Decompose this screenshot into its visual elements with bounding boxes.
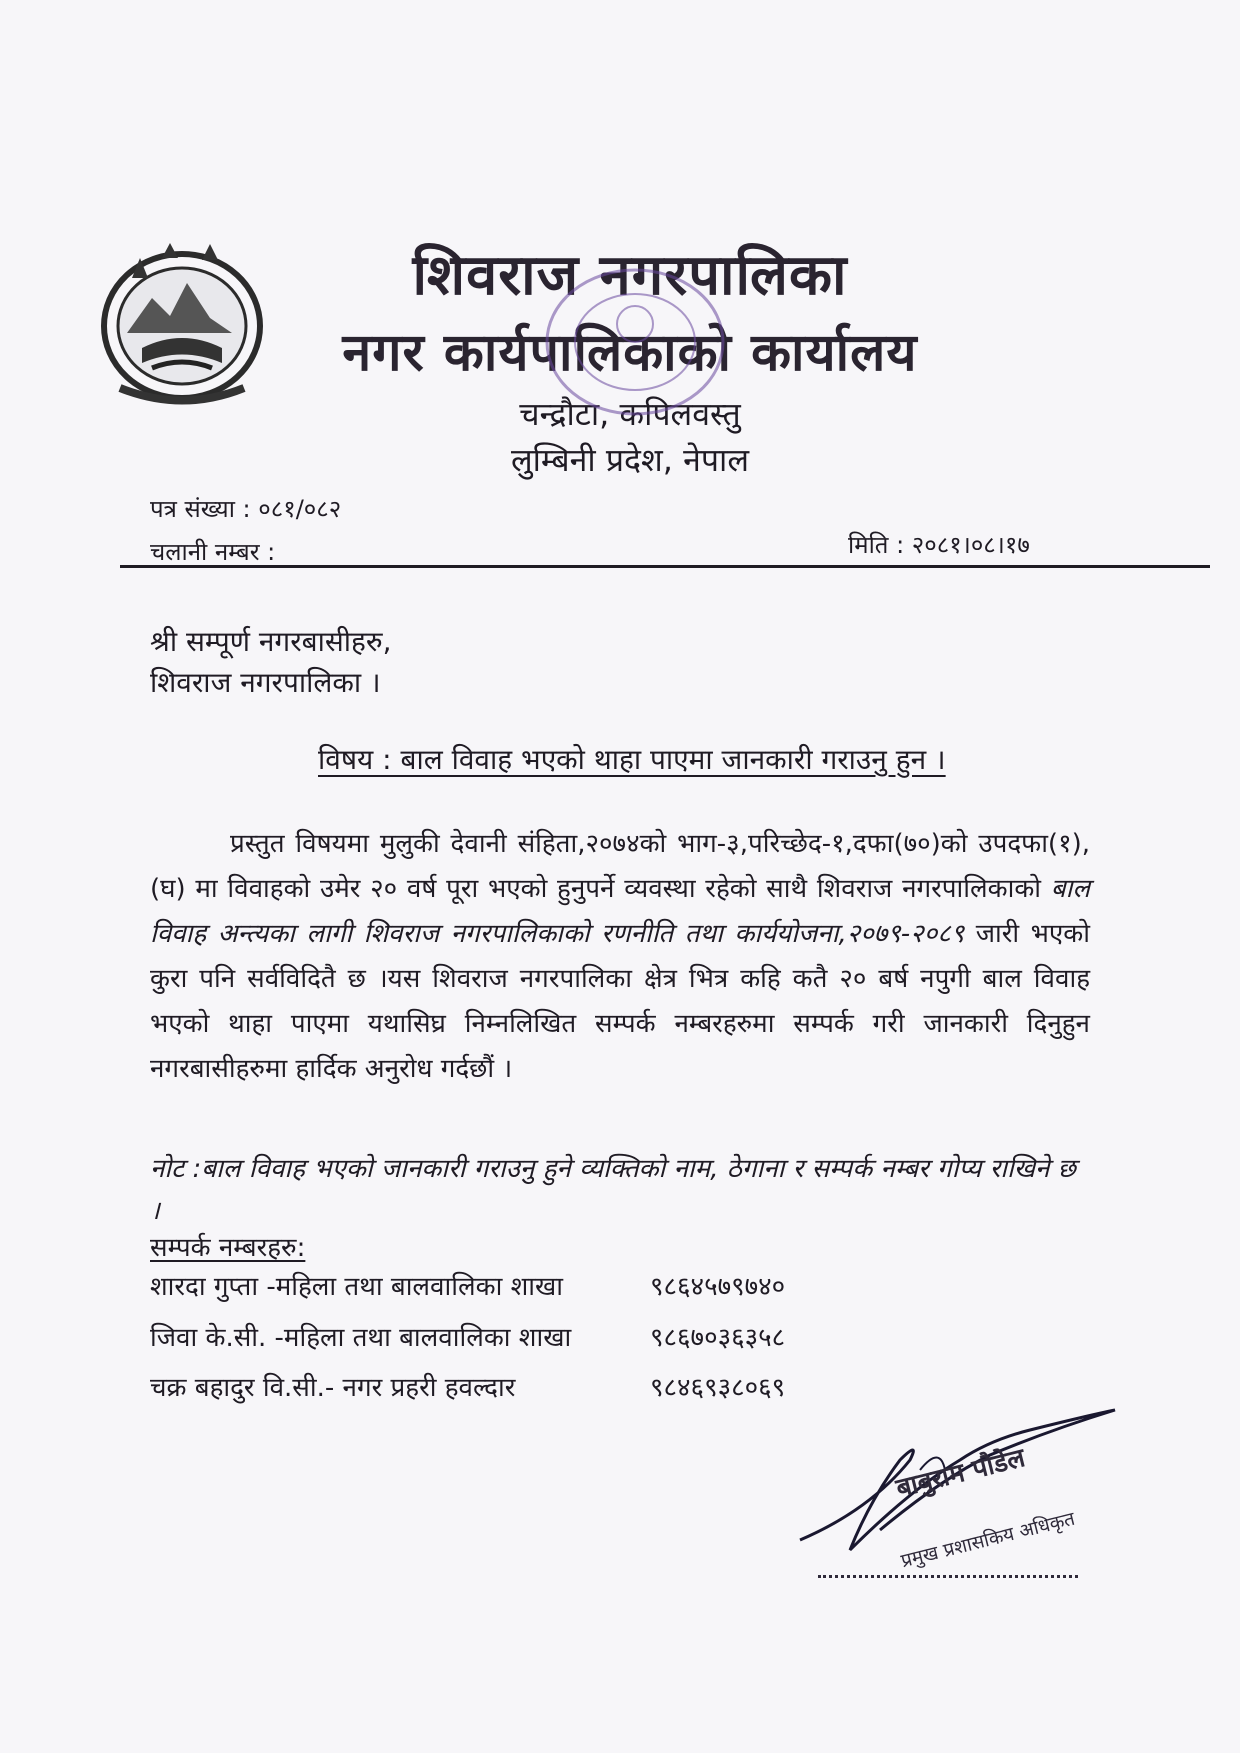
contact-item <box>150 1318 786 1354</box>
contact-item <box>150 1267 786 1303</box>
signatory-name: बाबुराम पौडेल <box>893 1443 1029 1504</box>
body-paragraph <box>150 822 1090 1092</box>
office-name: नगर कार्यपालिकाको कार्यालय <box>342 323 918 383</box>
contact-number: ९८६४५७९७४० <box>650 1272 786 1302</box>
contact-label: जिवा के.सी. -महिला तथा बालवालिका शाखा <box>150 1323 572 1353</box>
office-province: लुम्बिनी प्रदेश, नेपाल <box>510 441 750 479</box>
dispatch-number: चलानी नम्बर : <box>150 538 276 566</box>
body-text-1: प्रस्तुत विषयमा मुलुकी देवानी संहिता,२०७४को भाग-३,परिच्छेद-१,दफा(७०)को उपदफा(१),(घ) मा विवाहको उमेर २० वर्ष पूरा भएको हुनुपर्ने व्यवस्था रहेको साथै शिवराज नगरपालिकाको <box>150 829 1090 904</box>
contact-number: ९८४६९३८०६९ <box>650 1373 786 1403</box>
recipient-line-1: श्री सम्पूर्ण नगरबासीहरु, <box>150 625 392 658</box>
municipality-name: शिवराज नगरपालिका <box>412 243 848 308</box>
office-location: चन्द्रौटा, कपिलवस्तु <box>519 395 741 433</box>
body-text-italic: बाल विवाह अन्त्यका लागी शिवराज नगरपालिकाको रणनीति तथा कार्ययोजना,२०७९-२०८९ <box>150 874 1090 949</box>
contact-number: ९८६७०३६३५८ <box>650 1323 786 1353</box>
signature-line <box>818 1575 1078 1578</box>
contact-label: चक्र बहादुर वि.सी.- नगर प्रहरी हवल्दार <box>150 1373 516 1403</box>
contacts-heading: सम्पर्क नम्बरहरु: <box>150 1233 306 1263</box>
confidentiality-note: नोट :बाल विवाह भएको जानकारी गराउनु हुने व्यक्तिको नाम, ठेगाना र सम्पर्क नम्बर गोप्य राखिने छ । <box>150 1154 1076 1226</box>
body-text-2: जारी भएको कुरा पनि सर्वविदितै छ ।यस शिवराज नगरपालिका क्षेत्र भित्र कहि कतै २० बर्ष नपुगी बाल विवाह भएको थाहा पाएमा यथासिघ्र निम्नलिखित सम्पर्क नम्बरहरुमा सम्पर्क गरी जानकारी दिनुहुन नगरबासीहरुमा हार्दिक अनुरोध गर्दछौं । <box>150 919 1090 1084</box>
contact-item <box>150 1368 786 1404</box>
letter-date: मिति : २०८१।०८।१७ <box>848 531 1030 559</box>
signatory-title: प्रमुख प्रशासकिय अधिकृत <box>898 1507 1078 1573</box>
handwritten-signature <box>790 1400 1120 1600</box>
subject-line: विषय : बाल विवाह भएको थाहा पाएमा जानकारी गराउनु हुन । <box>318 743 946 776</box>
municipal-office-stamp <box>540 262 730 422</box>
header-divider <box>120 565 1210 568</box>
nepal-emblem-icon <box>92 238 272 408</box>
recipient-line-2: शिवराज नगरपालिका । <box>150 666 381 699</box>
contact-label: शारदा गुप्ता -महिला तथा बालवालिका शाखा <box>150 1272 563 1302</box>
letter-number: पत्र संख्या : ०८१/०८२ <box>150 495 342 523</box>
